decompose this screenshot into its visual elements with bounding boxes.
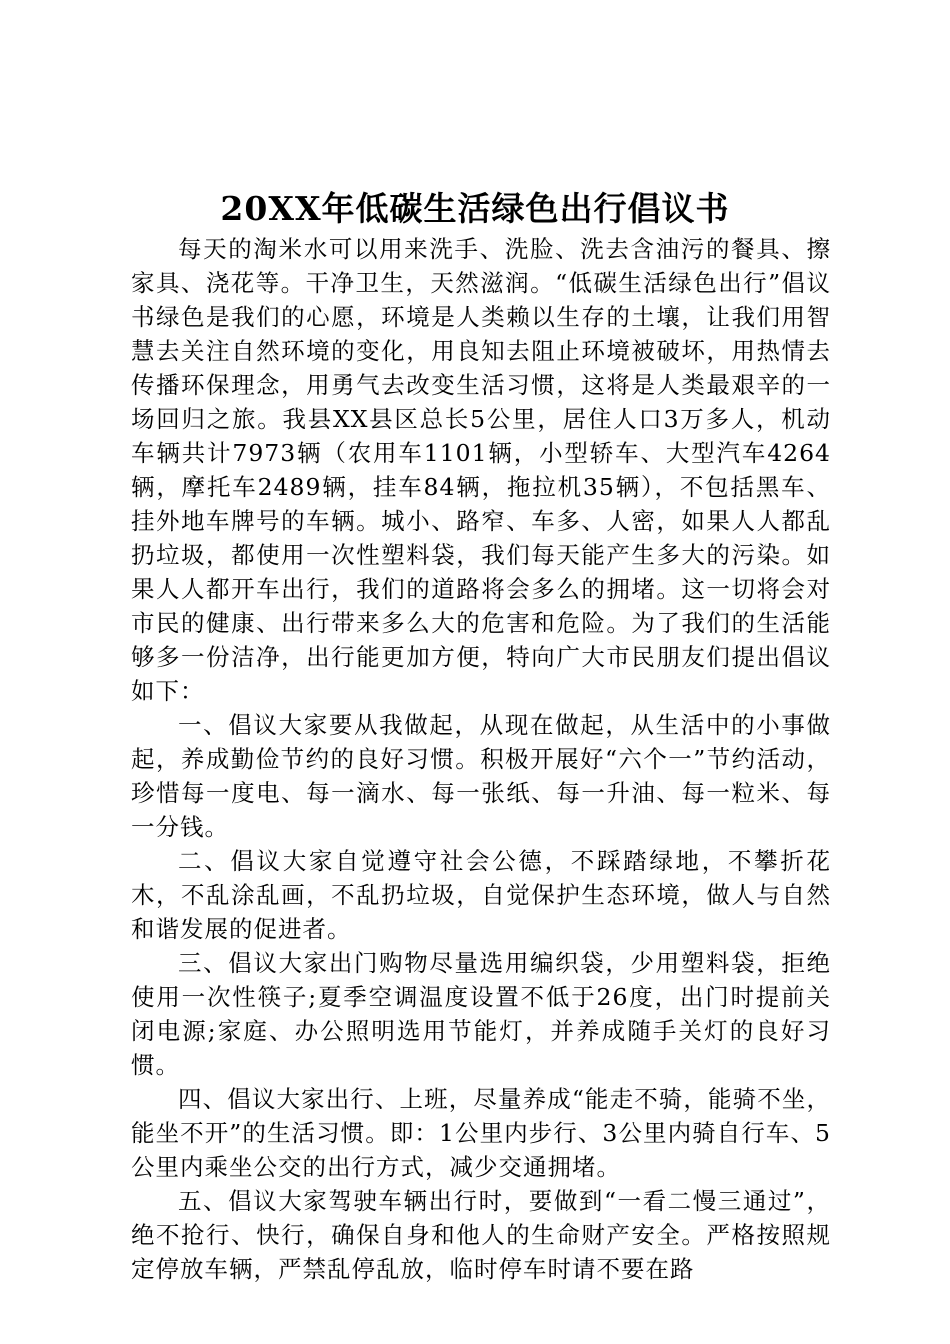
document-body — [131, 232, 831, 1286]
paragraph-proposal-2: 二、倡议大家自觉遵守社会公德，不踩踏绿地，不攀折花木，不乱涂乱画，不乱扔垃圾，自觉保护生态环境，做人与自然和谐发展的促进者。 — [131, 847, 831, 943]
document-title: 20XX年低碳生活绿色出行倡议书 — [220, 189, 730, 228]
paragraph-proposal-3: 三、倡议大家出门购物尽量选用编织袋，少用塑料袋，拒绝使用一次性筷子;夏季空调温度设置不低于26度，出门时提前关闭电源;家庭、办公照明选用节能灯，并养成随手关灯的良好习惯。 — [131, 949, 831, 1079]
paragraph-proposal-5: 五、倡议大家驾驶车辆出行时，要做到“一看二慢三通过”，绝不抢行、快行，确保自身和他人的生命财产安全。严格按照规定停放车辆，严禁乱停乱放，临时停车时请不要在路 — [131, 1187, 831, 1283]
paragraph-proposal-1: 一、倡议大家要从我做起，从现在做起，从生活中的小事做起，养成勤俭节约的良好习惯。积极开展好“六个一”节约活动，珍惜每一度电、每一滴水、每一张纸、每一升油、每一粒米、每一分钱。 — [131, 711, 831, 841]
paragraph-proposal-4: 四、倡议大家出行、上班，尽量养成“能走不骑，能骑不坐，能坐不开”的生活习惯。即：1公里内步行、3公里内骑自行车、5公里内乘坐公交的出行方式，减少交通拥堵。 — [131, 1085, 831, 1181]
paragraph-intro: 每天的淘米水可以用来洗手、洗脸、洗去含油污的餐具、擦家具、浇花等。干净卫生，天然滋润。“低碳生活绿色出行”倡议书绿色是我们的心愿，环境是人类赖以生存的土壤，让我们用智慧去关注自然环境的变化，用良知去阻止环境被破坏，用热情去传播环保理念，用勇气去改变生活习惯，这将是人类最艰辛的一场回归之旅。我县XX县区总长5公里，居住人口3万多人，机动车辆共计7973辆（农用车1101辆，小型轿车、大型汽车4264辆，摩托车2489辆，挂车84辆，拖拉机35辆），不包括黑车、挂外地车牌号的车辆。城小、路窄、车多、人密，如果人人都乱扔垃圾，都使用一次性塑料袋，我们每天能产生多大的污染。如果人人都开车出行，我们的道路将会多么的拥堵。这一切将会对市民的健康、出行带来多么大的危害和危险。为了我们的生活能够多一份洁净，出行能更加方便，特向广大市民朋友们提出倡议如下： — [131, 235, 831, 705]
